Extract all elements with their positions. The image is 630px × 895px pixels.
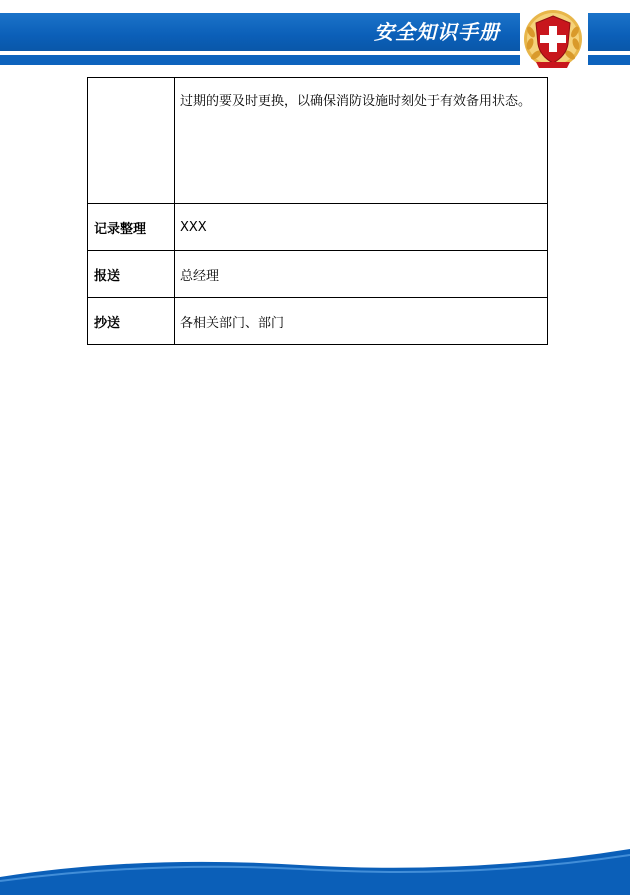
header-title: 安全知识手册 [374,20,500,44]
row-value: 各相关部门、部门 [175,298,548,345]
table-row [88,298,548,345]
row-value: XXX [175,204,548,251]
row-label: 抄送 [88,298,175,345]
table-row [88,78,548,204]
record-table [87,77,548,345]
header-line [0,55,520,65]
header-band-right [588,13,630,51]
table-row [88,251,548,298]
header-line-right [588,55,630,65]
row-value: 过期的要及时更换，以确保消防设施时刻处于有效备用状态。 [175,78,548,204]
footer-wave [0,835,630,895]
safety-cross-emblem-icon [522,6,584,72]
row-label: 报送 [88,251,175,298]
row-label [88,78,175,204]
row-value: 总经理 [175,251,548,298]
row-label: 记录整理 [88,204,175,251]
page-header [0,0,630,72]
table-row [88,204,548,251]
